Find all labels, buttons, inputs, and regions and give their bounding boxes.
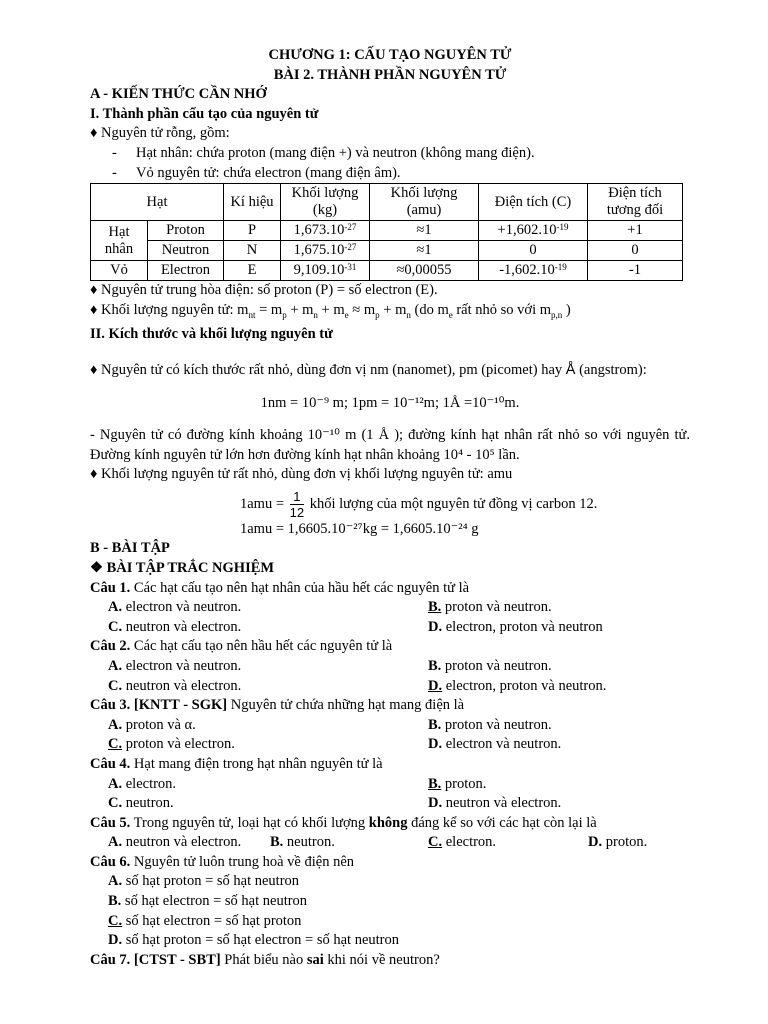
options-row (90, 598, 690, 618)
table-cell: ≈1 (370, 241, 479, 261)
dash-nucleus: - Hạt nhân: chứa proton (mang điện +) và neutron (không mang điện). (112, 144, 535, 161)
question-text: Các hạt cấu tạo nên hạt nhân của hầu hết các nguyên tử là (130, 579, 470, 596)
question-label: Câu 1. (90, 579, 131, 596)
mass-kg: 1,675.10 (293, 242, 345, 259)
amu-def-pre: 1amu = (240, 495, 285, 512)
option-text: số hạt electron = số hạt proton (125, 912, 302, 929)
table-cell (281, 221, 370, 241)
table-row (91, 241, 683, 261)
option-b[interactable]: B. neutron. (270, 834, 335, 851)
question-6 (90, 853, 690, 873)
option-d[interactable]: D. neutron và electron. (428, 795, 562, 812)
lesson-title: BÀI 2. THÀNH PHẦN NGUYÊN TỬ (273, 66, 507, 83)
option-b[interactable]: B. proton và neutron. (428, 657, 552, 674)
section-b-title: B - BÀI TẬP (90, 540, 170, 557)
table-header: Kí hiệu (224, 184, 281, 221)
table-cell: 0 (588, 241, 683, 261)
option-text: neutron và electron. (445, 795, 562, 812)
table-cell (281, 241, 370, 261)
option-text: số hạt electron = số hạt neutron (124, 893, 308, 910)
dash-shell-text: Vỏ nguyên tử: chứa electron (mang điện âm). (136, 164, 401, 181)
option-a[interactable]: A. neutron và electron. (108, 834, 242, 851)
question-2 (90, 637, 690, 657)
option-text: electron, proton và neutron. (445, 677, 607, 694)
option-b[interactable]: B. proton và neutron. (428, 599, 552, 616)
option-c[interactable]: C. neutron. (108, 795, 174, 812)
options-row (90, 833, 690, 853)
charge: +1,602.10 (497, 222, 557, 239)
bullet-hollow-atom: ♦ Nguyên tử rỗng, gồm: (90, 125, 230, 142)
option-text: neutron và electron. (125, 677, 242, 694)
table-header: Điện tích tương đối (588, 184, 683, 221)
option-text: số hạt proton = số hạt electron = số hạt neutron (125, 932, 400, 949)
mass-kg-exp: -27 (344, 222, 357, 233)
question-label: Câu 5. (90, 814, 131, 831)
option-b[interactable]: B. proton và neutron. (428, 716, 552, 733)
amu-value: 1amu = 1,6605.10⁻²⁷kg = 1,6605.10⁻²⁴ g (240, 520, 479, 537)
options-row (90, 735, 690, 755)
option-c[interactable]: C. số hạt electron = số hạt proton (108, 912, 302, 929)
option-b[interactable]: B. số hạt electron = số hạt neutron (108, 893, 308, 910)
question-5 (90, 814, 690, 834)
options-row (90, 657, 690, 677)
question-text: Nguyên tử luôn trung hoà về điện nên (130, 853, 354, 870)
option-c[interactable]: C. proton và electron. (108, 736, 235, 753)
amu-fraction (290, 489, 304, 520)
option-c[interactable]: C. neutron và electron. (108, 618, 242, 635)
question-1 (90, 579, 690, 599)
document-page (90, 46, 690, 970)
section-b-subtitle: ❖ BÀI TẬP TRẮC NGHIỆM (90, 559, 275, 576)
question-emphasis: không (368, 814, 408, 831)
question-label: Câu 3. [KNTT - SGK] (90, 697, 228, 714)
mass-kg-exp: -31 (344, 262, 357, 273)
options-row (90, 775, 690, 795)
table-cell: 0 (479, 241, 588, 261)
fraction-denominator: 12 (289, 504, 305, 520)
option-text: electron. (125, 775, 177, 792)
option-text: neutron và electron. (125, 618, 242, 635)
bullet-amu: ♦ Khối lượng nguyên tử rất nhỏ, dùng đơn vị khối lượng nguyên tử: amu (90, 466, 513, 483)
option-c[interactable]: C. neutron và electron. (108, 677, 242, 694)
angstrom-symbol: Å (565, 361, 576, 378)
part2-title: II. Kích thước và khối lượng nguyên tử (90, 326, 333, 343)
option-a[interactable]: A. electron. (108, 775, 177, 792)
option-text: proton. (605, 834, 648, 851)
group-nucleus: Hạt nhân (91, 221, 148, 261)
table-cell: Electron (148, 261, 224, 281)
chapter-title: CHƯƠNG 1: CẤU TẠO NGUYÊN TỬ (268, 47, 512, 63)
part1-title: I. Thành phần cấu tạo của nguyên tử (90, 105, 319, 122)
table-header: Hạt (91, 184, 224, 221)
option-a[interactable]: A. electron và neutron. (108, 599, 242, 616)
bullet-neutral: ♦ Nguyên tử trung hòa điện: số proton (P) = số electron (E). (90, 282, 438, 299)
charge-exp: -19 (556, 222, 569, 233)
group-shell: Vỏ (91, 261, 148, 281)
question-text: Các hạt cấu tạo nên hầu hết các nguyên tử là (130, 638, 393, 655)
table-cell (479, 221, 588, 241)
question-7 (90, 951, 690, 971)
unit-equation: 1nm = 10⁻⁹ m; 1pm = 10⁻¹²m; 1Å =10⁻¹⁰m. (260, 395, 520, 412)
table-cell: Neutron (148, 241, 224, 261)
option-text: electron, proton và neutron (445, 618, 603, 635)
option-d[interactable]: D. electron và neutron. (428, 736, 562, 753)
mass-kg: 1,673.10 (293, 222, 345, 239)
question-text: Phát biểu nào (220, 951, 307, 968)
table-cell: Proton (148, 221, 224, 241)
mass-kg-exp: -27 (344, 242, 357, 253)
option-text: proton và α. (125, 716, 196, 733)
amu-def-post: khối lượng của một nguyên tử đồng vị carbon 12. (309, 495, 598, 512)
amu-definition (90, 489, 690, 520)
options-row (90, 716, 690, 736)
bullet-atom-mass: ♦ Khối lượng nguyên tử: $m_{nt} = m_p + m_n + m_e \approx m_p + m_n$ (do $m_e$ rất nhỏ so với $m_{p,n}$ ) (90, 301, 571, 320)
para-diameter: - Nguyên tử có đường kính khoảng 10⁻¹⁰ m (1 Å ); đường kính hạt nhân rất nhỏ so với nguyên tử. Đường kính nguyên tử lớn hơn đường kính hạt nhân khoảng 10⁴ - 10⁵ lần. (90, 427, 690, 463)
charge: -1,602.10 (499, 262, 555, 279)
option-text: electron. (445, 834, 497, 851)
option-b[interactable]: B. proton. (428, 775, 487, 792)
question-text: Nguyên tử chứa những hạt mang điện là (227, 697, 465, 714)
table-header-row (91, 184, 683, 221)
dash-shell: - Vỏ nguyên tử: chứa electron (mang điện âm). (112, 164, 401, 181)
option-d[interactable]: D. số hạt proton = số hạt electron = số hạt neutron (108, 932, 400, 949)
table-row (91, 221, 683, 241)
option-a[interactable]: A. proton và α. (108, 716, 196, 733)
option-text: electron và neutron. (125, 599, 242, 616)
option-text: neutron. (286, 834, 335, 851)
mass-kg: 9,109.10 (293, 262, 345, 279)
option-a[interactable]: A. số hạt proton = số hạt neutron (108, 873, 300, 890)
question-label: Câu 7. [CTST - SBT] (90, 951, 221, 968)
options-row (90, 677, 690, 697)
question-emphasis: sai (306, 951, 324, 968)
option-text: electron và neutron. (445, 736, 562, 753)
option-d[interactable]: D. electron, proton và neutron (428, 618, 603, 635)
particle-table (90, 183, 683, 281)
fraction-numerator: 1 (290, 489, 304, 505)
option-d[interactable]: D. electron, proton và neutron. (428, 677, 607, 694)
size-text: ♦ Nguyên tử có kích thước rất nhỏ, dùng đơn vị nm (nanomet), pm (picomet) hay (90, 361, 563, 378)
option-c[interactable]: C. electron. (428, 834, 497, 851)
table-row (91, 261, 683, 281)
section-a-title: A - KIẾN THỨC CẦN NHỚ (90, 86, 267, 103)
table-cell: P (224, 221, 281, 241)
option-text: proton và electron. (125, 736, 235, 753)
table-header: Điện tích (C) (479, 184, 588, 221)
question-text: Hạt mang điện trong hạt nhân nguyên tử là (130, 755, 383, 772)
question-text: khi nói về neutron? (323, 951, 440, 968)
option-a[interactable]: A. electron và neutron. (108, 657, 242, 674)
question-label: Câu 6. (90, 853, 131, 870)
table-cell: N (224, 241, 281, 261)
table-header: Khối lượng (kg) (281, 184, 370, 221)
option-d[interactable]: D. proton. (588, 834, 648, 851)
question-4 (90, 755, 690, 775)
option-text: proton. (444, 775, 487, 792)
bullet-size (90, 361, 690, 381)
table-cell (281, 261, 370, 281)
table-cell: -1 (588, 261, 683, 281)
size-text-end: (angstrom): (579, 361, 647, 378)
question-text: đáng kể so với các hạt còn lại là (407, 814, 597, 831)
table-cell: ≈0,00055 (370, 261, 479, 281)
question-text: Trong nguyên tử, loại hạt có khối lượng (130, 814, 369, 831)
option-text: electron và neutron. (125, 657, 242, 674)
table-cell: ≈1 (370, 221, 479, 241)
table-cell: +1 (588, 221, 683, 241)
option-text: neutron và electron. (125, 834, 242, 851)
table-header: Khối lượng (amu) (370, 184, 479, 221)
table-cell (479, 261, 588, 281)
question-3 (90, 696, 690, 716)
charge-exp: -19 (554, 262, 567, 273)
option-text: proton và neutron. (444, 716, 552, 733)
question-label: Câu 2. (90, 638, 131, 655)
question-label: Câu 4. (90, 755, 131, 772)
options-row (90, 794, 690, 814)
option-text: neutron. (125, 795, 174, 812)
option-text: proton và neutron. (444, 599, 552, 616)
dash-nucleus-text: Hạt nhân: chứa proton (mang điện +) và neutron (không mang điện). (136, 144, 535, 161)
option-text: proton và neutron. (444, 657, 552, 674)
atom-mass-text: ♦ Khối lượng nguyên tử: m (90, 301, 249, 318)
options-row (90, 618, 690, 638)
option-text: số hạt proton = số hạt neutron (125, 873, 300, 890)
table-cell: E (224, 261, 281, 281)
